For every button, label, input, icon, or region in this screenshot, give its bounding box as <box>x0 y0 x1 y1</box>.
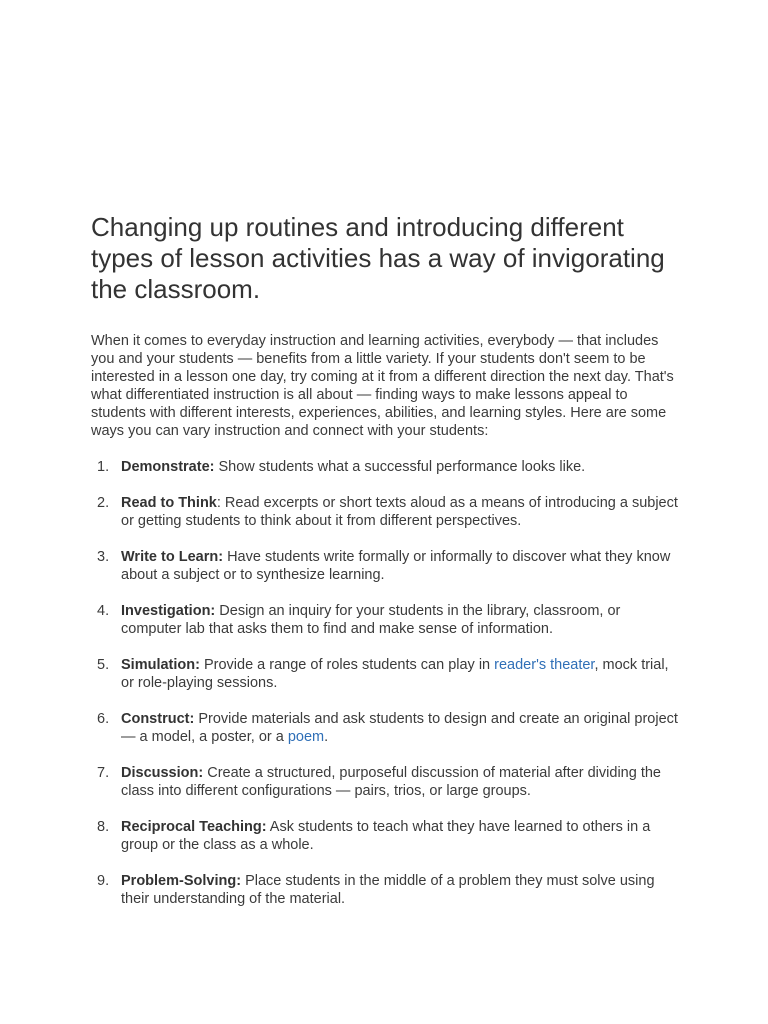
item-text: Create a structured, purposeful discussion of material after dividing the class into different configurations — pairs, trios, or large groups. <box>121 765 661 799</box>
item-text-after: , mock trial, or role-playing sessions. <box>121 657 669 691</box>
item-term: Construct: <box>121 711 195 727</box>
item-term: Write to Learn: <box>121 549 224 565</box>
item-number: 7. <box>97 765 110 781</box>
item-number: 8. <box>97 819 110 835</box>
list-item-problem-solving <box>91 872 681 908</box>
headline: Changing up routines and introducing different types of lesson activities has a way of invigorating the classroom. <box>91 212 665 304</box>
list-item-demonstrate <box>91 458 681 476</box>
item-number: 2. <box>97 495 110 511</box>
item-text: Place students in the middle of a problem they must solve using their understanding of the material. <box>121 873 655 907</box>
item-number: 4. <box>97 603 110 619</box>
item-text-after: . <box>324 729 329 745</box>
item-text: Design an inquiry for your students in the library, classroom, or computer lab that asks them to find and make sense of information. <box>121 603 621 637</box>
item-term: Discussion: <box>121 765 204 781</box>
activity-list <box>91 458 681 908</box>
item-term: Reciprocal Teaching: <box>121 819 267 835</box>
list-item-investigation <box>91 602 681 638</box>
readers-theater-link[interactable]: reader's theater <box>494 657 595 673</box>
item-number: 1. <box>97 459 110 475</box>
item-number: 3. <box>97 549 110 565</box>
item-term: Read to Think <box>121 495 217 511</box>
item-number: 6. <box>97 711 110 727</box>
list-item-simulation <box>91 656 681 692</box>
item-text: Show students what a successful performance looks like. <box>214 459 586 475</box>
item-text: Ask students to teach what they have learned to others in a group or the class as a whole. <box>121 819 651 853</box>
list-item-discussion <box>91 764 681 800</box>
item-number: 9. <box>97 873 110 889</box>
item-term: Simulation: <box>121 657 200 673</box>
intro-paragraph: When it comes to everyday instruction and learning activities, everybody — that includes you and your students — benefits from a little variety. If your students don't seem to be interested in a lesson one day, try coming at it from a different direction the next day. That's what differentiated instruction is all about — finding ways to make lessons appeal to students with different interests, experiences, abilities, and learning styles. Here are some ways you can vary instruction and connect with your students: <box>91 333 674 439</box>
list-item-reciprocal-teaching <box>91 818 681 854</box>
list-item-read-to-think <box>91 494 681 530</box>
item-text: : Read excerpts or short texts aloud as a means of introducing a subject or getting students to think about it from different perspectives. <box>121 495 678 529</box>
item-text-before: Provide materials and ask students to design and create an original project — a model, a poster, or a <box>121 711 678 745</box>
list-item-construct <box>91 710 681 746</box>
item-term: Investigation: <box>121 603 216 619</box>
item-number: 5. <box>97 657 110 673</box>
list-item-write-to-learn <box>91 548 681 584</box>
poem-link[interactable]: poem <box>287 729 325 745</box>
item-term: Problem-Solving: <box>121 873 242 889</box>
item-term: Demonstrate: <box>121 459 215 475</box>
article-content <box>91 212 681 926</box>
item-text-before: Provide a range of roles students can play in <box>199 657 495 673</box>
item-text: Have students write formally or informally to discover what they know about a subject or to synthesize learning. <box>121 549 671 583</box>
